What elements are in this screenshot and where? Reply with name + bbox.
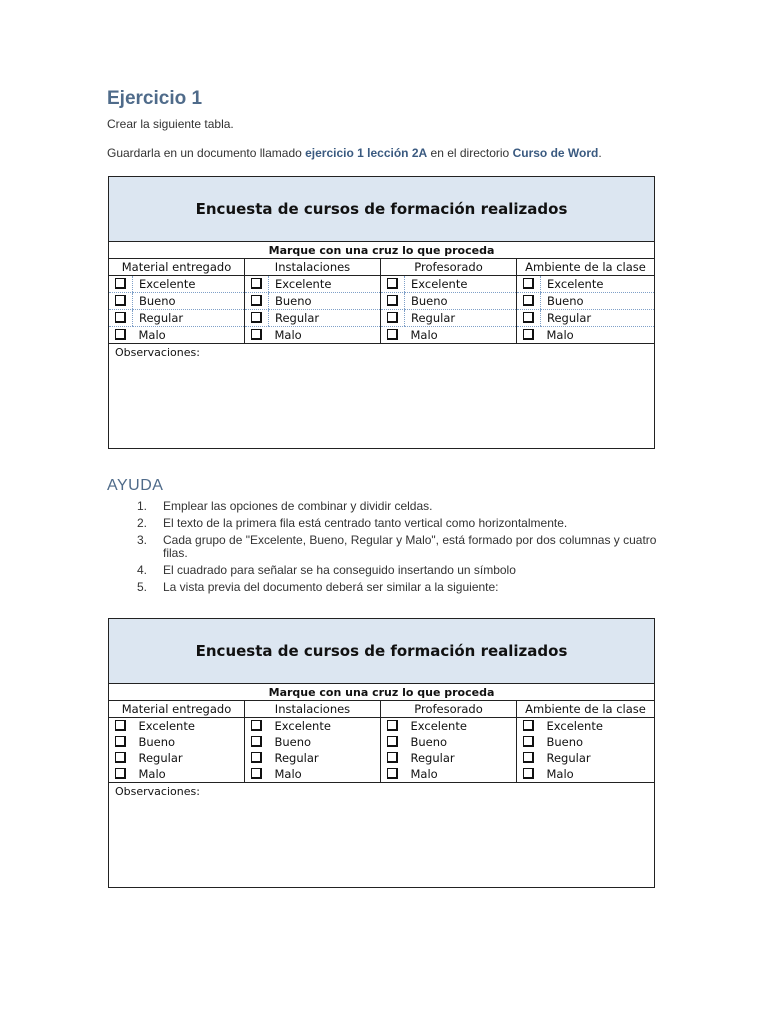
option-label: Excelente bbox=[405, 276, 517, 293]
option-label: Regular bbox=[541, 310, 655, 327]
checkbox-icon[interactable] bbox=[523, 312, 534, 323]
instruction-2 bbox=[107, 146, 602, 160]
help-item bbox=[137, 500, 657, 513]
help-item-number: 4. bbox=[137, 563, 148, 577]
option-row bbox=[109, 750, 655, 766]
directory-name: Curso de Word bbox=[512, 146, 599, 160]
checkbox-icon[interactable] bbox=[387, 736, 398, 747]
checkbox-icon[interactable] bbox=[387, 752, 398, 763]
option-label: Bueno bbox=[541, 293, 655, 310]
checkbox-cell[interactable] bbox=[245, 766, 269, 783]
checkbox-cell[interactable] bbox=[517, 750, 541, 766]
checkbox-cell[interactable] bbox=[109, 327, 133, 344]
option-label: Excelente bbox=[541, 718, 655, 735]
option-label: Excelente bbox=[274, 719, 331, 733]
checkbox-icon[interactable] bbox=[251, 329, 262, 340]
checkbox-icon[interactable] bbox=[387, 295, 398, 306]
column-header: Ambiente de la clase bbox=[517, 259, 655, 276]
option-label: Bueno bbox=[274, 735, 312, 749]
option-label: Bueno bbox=[410, 735, 448, 749]
checkbox-cell[interactable] bbox=[517, 276, 541, 293]
option-label: Malo bbox=[541, 327, 655, 344]
instruction-2-pre: Guardarla en un documento llamado bbox=[107, 146, 306, 160]
checkbox-cell[interactable] bbox=[381, 718, 405, 735]
document-name: ejercicio 1 lección 2A bbox=[305, 146, 428, 160]
option-label: Malo bbox=[133, 766, 245, 783]
survey-subtitle: Marque con una cruz lo que proceda bbox=[109, 684, 655, 701]
column-header-row bbox=[109, 259, 655, 276]
instruction-2-mid: en el directorio bbox=[427, 146, 513, 160]
checkbox-icon[interactable] bbox=[523, 736, 534, 747]
instruction-2-post: . bbox=[598, 146, 602, 160]
checkbox-cell[interactable] bbox=[381, 750, 405, 766]
option-label: Regular bbox=[138, 751, 183, 765]
survey-title: Encuesta de cursos de formación realizados bbox=[109, 619, 655, 684]
checkbox-icon[interactable] bbox=[251, 720, 262, 731]
column-header: Material entregado bbox=[109, 259, 245, 276]
checkbox-cell[interactable] bbox=[245, 750, 269, 766]
column-header: Profesorado bbox=[381, 701, 517, 718]
option-label: Malo bbox=[405, 327, 517, 344]
checkbox-cell[interactable] bbox=[109, 766, 133, 783]
checkbox-cell[interactable] bbox=[109, 293, 133, 310]
help-list bbox=[137, 500, 657, 598]
observations-label: Observaciones: bbox=[115, 785, 200, 798]
column-header: Instalaciones bbox=[245, 259, 381, 276]
page-title: Ejercicio 1 bbox=[107, 88, 203, 109]
option-label: Regular bbox=[133, 310, 245, 327]
options-body bbox=[109, 718, 655, 783]
option-label: Malo bbox=[269, 327, 381, 344]
options-body bbox=[109, 276, 655, 344]
help-item-text: El texto de la primera fila está centrado tanto vertical como horizontalmente. bbox=[163, 516, 568, 530]
column-header-row bbox=[109, 701, 655, 718]
checkbox-cell[interactable] bbox=[381, 766, 405, 783]
checkbox-cell[interactable] bbox=[109, 734, 133, 750]
checkbox-icon[interactable] bbox=[115, 295, 126, 306]
checkbox-cell[interactable] bbox=[109, 750, 133, 766]
option-row bbox=[109, 293, 655, 310]
option-row bbox=[109, 327, 655, 344]
checkbox-icon[interactable] bbox=[523, 768, 534, 779]
survey-table-editing bbox=[108, 176, 655, 449]
checkbox-cell[interactable] bbox=[381, 276, 405, 293]
checkbox-cell[interactable] bbox=[245, 276, 269, 293]
checkbox-icon[interactable] bbox=[523, 720, 534, 731]
help-item bbox=[137, 534, 657, 560]
checkbox-icon[interactable] bbox=[523, 278, 534, 289]
option-label: Regular bbox=[269, 310, 381, 327]
checkbox-cell[interactable] bbox=[517, 718, 541, 735]
survey-title: Encuesta de cursos de formación realizados bbox=[109, 177, 655, 242]
option-label: Malo bbox=[269, 766, 381, 783]
help-item-number: 2. bbox=[137, 516, 148, 530]
help-title: AYUDA bbox=[107, 477, 164, 494]
checkbox-cell[interactable] bbox=[517, 766, 541, 783]
option-row bbox=[109, 734, 655, 750]
checkbox-icon[interactable] bbox=[115, 312, 126, 323]
option-label: Bueno bbox=[405, 293, 517, 310]
checkbox-cell[interactable] bbox=[109, 718, 133, 735]
column-header: Instalaciones bbox=[245, 701, 381, 718]
checkbox-cell[interactable] bbox=[517, 327, 541, 344]
instruction-1: Crear la siguiente tabla. bbox=[107, 117, 234, 131]
checkbox-icon[interactable] bbox=[387, 278, 398, 289]
option-label: Excelente bbox=[541, 276, 655, 293]
checkbox-cell[interactable] bbox=[517, 293, 541, 310]
option-row bbox=[109, 766, 655, 783]
survey-subtitle: Marque con una cruz lo que proceda bbox=[109, 242, 655, 259]
survey-table-preview bbox=[108, 618, 655, 888]
checkbox-icon[interactable] bbox=[523, 329, 534, 340]
observations-cell[interactable] bbox=[109, 783, 655, 888]
checkbox-icon[interactable] bbox=[115, 752, 126, 763]
help-item-number: 5. bbox=[137, 580, 148, 594]
help-item-number: 3. bbox=[137, 533, 148, 547]
checkbox-icon[interactable] bbox=[387, 329, 398, 340]
checkbox-icon[interactable] bbox=[115, 720, 126, 731]
option-label: Excelente bbox=[269, 276, 381, 293]
checkbox-icon[interactable] bbox=[387, 312, 398, 323]
checkbox-cell[interactable] bbox=[245, 718, 269, 735]
option-label: Bueno bbox=[133, 293, 245, 310]
observations-label: Observaciones: bbox=[115, 346, 200, 359]
option-label: Bueno bbox=[138, 735, 176, 749]
option-label: Bueno bbox=[541, 734, 655, 750]
checkbox-icon[interactable] bbox=[251, 736, 262, 747]
checkbox-cell[interactable] bbox=[381, 293, 405, 310]
help-item-text: Cada grupo de "Excelente, Bueno, Regular y Malo", está formado por dos columnas y cuatro filas. bbox=[163, 533, 657, 560]
checkbox-icon[interactable] bbox=[251, 768, 262, 779]
checkbox-icon[interactable] bbox=[251, 312, 262, 323]
help-item-text: El cuadrado para señalar se ha conseguido insertando un símbolo bbox=[163, 563, 516, 577]
option-label: Malo bbox=[133, 327, 245, 344]
checkbox-icon[interactable] bbox=[115, 329, 126, 340]
help-item bbox=[137, 517, 657, 530]
checkbox-cell[interactable] bbox=[517, 310, 541, 327]
option-label: Regular bbox=[405, 310, 517, 327]
help-item-text: Emplear las opciones de combinar y dividir celdas. bbox=[163, 499, 433, 513]
checkbox-cell[interactable] bbox=[245, 327, 269, 344]
help-item bbox=[137, 564, 657, 577]
column-header: Material entregado bbox=[109, 701, 245, 718]
checkbox-cell[interactable] bbox=[245, 293, 269, 310]
checkbox-cell[interactable] bbox=[517, 734, 541, 750]
option-label: Malo bbox=[541, 766, 655, 783]
checkbox-cell[interactable] bbox=[109, 276, 133, 293]
checkbox-cell[interactable] bbox=[381, 734, 405, 750]
column-header: Ambiente de la clase bbox=[517, 701, 655, 718]
checkbox-icon[interactable] bbox=[523, 752, 534, 763]
checkbox-icon[interactable] bbox=[387, 720, 398, 731]
help-item bbox=[137, 581, 657, 594]
column-header: Profesorado bbox=[381, 259, 517, 276]
option-row bbox=[109, 718, 655, 735]
option-label: Regular bbox=[541, 750, 655, 766]
option-row bbox=[109, 310, 655, 327]
help-item-text: La vista previa del documento deberá ser similar a la siguiente: bbox=[163, 580, 499, 594]
checkbox-icon[interactable] bbox=[251, 278, 262, 289]
checkbox-cell[interactable] bbox=[109, 310, 133, 327]
option-label: Excelente bbox=[410, 719, 467, 733]
checkbox-cell[interactable] bbox=[381, 310, 405, 327]
option-row bbox=[109, 276, 655, 293]
help-item-number: 1. bbox=[137, 499, 148, 513]
checkbox-icon[interactable] bbox=[115, 278, 126, 289]
observations-cell[interactable] bbox=[109, 344, 655, 449]
checkbox-icon[interactable] bbox=[115, 736, 126, 747]
checkbox-icon[interactable] bbox=[251, 752, 262, 763]
option-label: Regular bbox=[274, 751, 319, 765]
checkbox-icon[interactable] bbox=[251, 295, 262, 306]
option-label: Excelente bbox=[133, 276, 245, 293]
checkbox-icon[interactable] bbox=[523, 295, 534, 306]
checkbox-icon[interactable] bbox=[115, 768, 126, 779]
option-label: Bueno bbox=[269, 293, 381, 310]
checkbox-cell[interactable] bbox=[381, 327, 405, 344]
checkbox-icon[interactable] bbox=[387, 768, 398, 779]
checkbox-cell[interactable] bbox=[245, 310, 269, 327]
option-label: Excelente bbox=[138, 719, 195, 733]
checkbox-cell[interactable] bbox=[245, 734, 269, 750]
option-label: Malo bbox=[405, 766, 517, 783]
option-label: Regular bbox=[410, 751, 455, 765]
